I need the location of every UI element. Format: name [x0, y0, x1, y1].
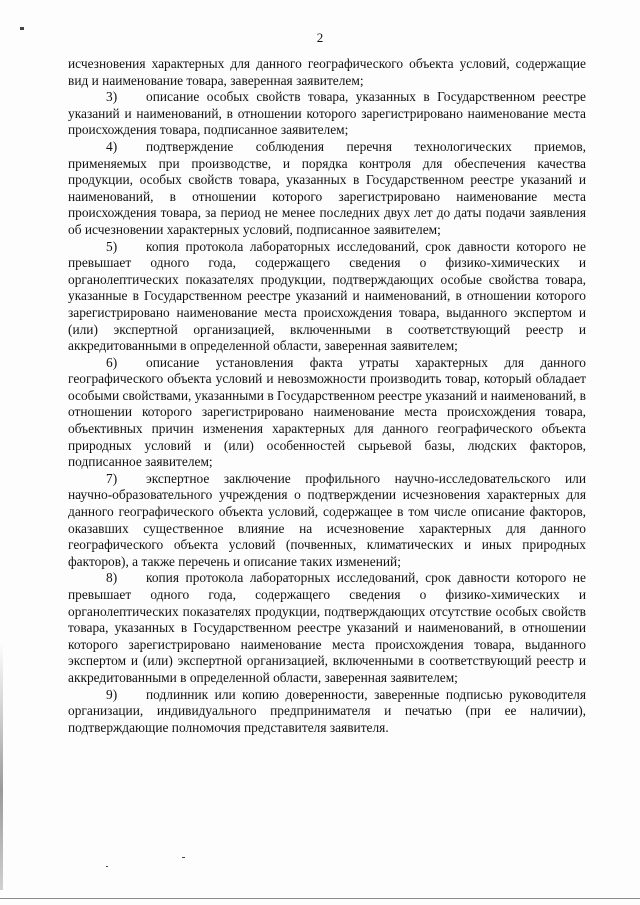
- list-item-text: описание особых свойств товара, указанных в Государственном реестре указаний и наименований, в отношении которого зарегистрировано наименование места происхождения товара, подписанное заявителем;: [68, 89, 586, 138]
- scan-speck: [182, 857, 185, 858]
- list-item-text: копия протокола лабораторных исследований, срок давности которого не превышает одного года, содержащего сведения о физико-химических и органолептических показателях продукции, подтверждающих отсутствие особых свойств товара, указанных в Государственном реестре указаний и наименований, в отношении которого зарегистрировано наименование места происхождения товара, выданного экспертом и (или) экспертной организацией, включенными в соответствующий реестр и аккредитованными в определенной области, заверенная заявителем;: [68, 570, 586, 685]
- list-item-text: подтверждение соблюдения перечня технологических приемов, применяемых при производстве, и порядка контроля для обеспечения качества продукции, особых свойств товара, указанных в Государственном реестре указаний и наименований, в отношении которого зарегистрировано наименование места происхождения товара, за период не менее последних двух лет до даты подачи заявления об исчезновении характерных условий, подписанное заявителем;: [68, 138, 586, 237]
- paragraph-continuation: [68, 56, 586, 89]
- scan-bottom-edge: [0, 898, 640, 899]
- list-item-text: копия протокола лабораторных исследований, срок давности которого не превышает одного года, содержащего сведения о физико-химических и органолептических показателях продукции, подтверждающих особые свойства товара, указанные в Государственном реестре указаний и наименований, в отношении которого зарегистрировано наименование места происхождения товара, выданного экспертом и (или) экспертной организацией, включенными в соответствующий реестр и аккредитованными в определенной области, заверенная заявителем;: [68, 238, 586, 354]
- paragraph-text: исчезновения характерных для данного географического объекта условий, содержащие вид и наименование товара, заверенная заявителем;: [68, 56, 586, 88]
- list-item-number: 8): [106, 570, 118, 586]
- list-item-number: 5): [106, 238, 118, 254]
- list-item: [68, 89, 586, 139]
- list-item: [68, 139, 586, 239]
- list-item-text: описание установления факта утраты характерных для данного географического объекта условий и невозможности производить товар, который обладает особыми свойствами, указанными в Государственном реестре указаний и наименований, в отношении которого зарегистрировано наименование места происхождения товара, объективных причин изменения характерных для данного географического объекта природных условий и (или) особенностей сырьевой базы, людских факторов, подписанное заявителем;: [68, 354, 586, 470]
- scan-speck: [106, 866, 108, 867]
- list-item-number: 9): [106, 686, 118, 702]
- page-number: 2: [316, 30, 324, 45]
- list-item-number: 7): [106, 470, 118, 486]
- list-item-text: экспертное заключение профильного научно-исследовательского или научно-образовательного учреждения о подтверждении исчезновения характерных для данного географического объекта условий, содержащее в том числе описание факторов, оказавших существенное влияние на исчезновение характерных для данного географического объекта условий (почвенных, климатических и иных природных факторов), а также перечень и описание таких изменений;: [68, 470, 586, 569]
- list-item: [68, 355, 586, 471]
- list-item: [68, 687, 586, 737]
- list-item-text: подлинник или копию доверенности, заверенные подписью руководителя организации, индивидуального предпринимателя и печатью (при ее наличии), подтверждающие полномочия представителя заявителя.: [68, 686, 586, 735]
- list-item: [68, 471, 586, 571]
- list-item-number: 6): [106, 354, 118, 370]
- document-body: [68, 56, 586, 736]
- scan-left-edge: [0, 640, 3, 890]
- list-item: [68, 239, 586, 355]
- list-item: [68, 570, 586, 686]
- list-item-number: 3): [106, 89, 118, 105]
- list-item-number: 4): [106, 138, 118, 154]
